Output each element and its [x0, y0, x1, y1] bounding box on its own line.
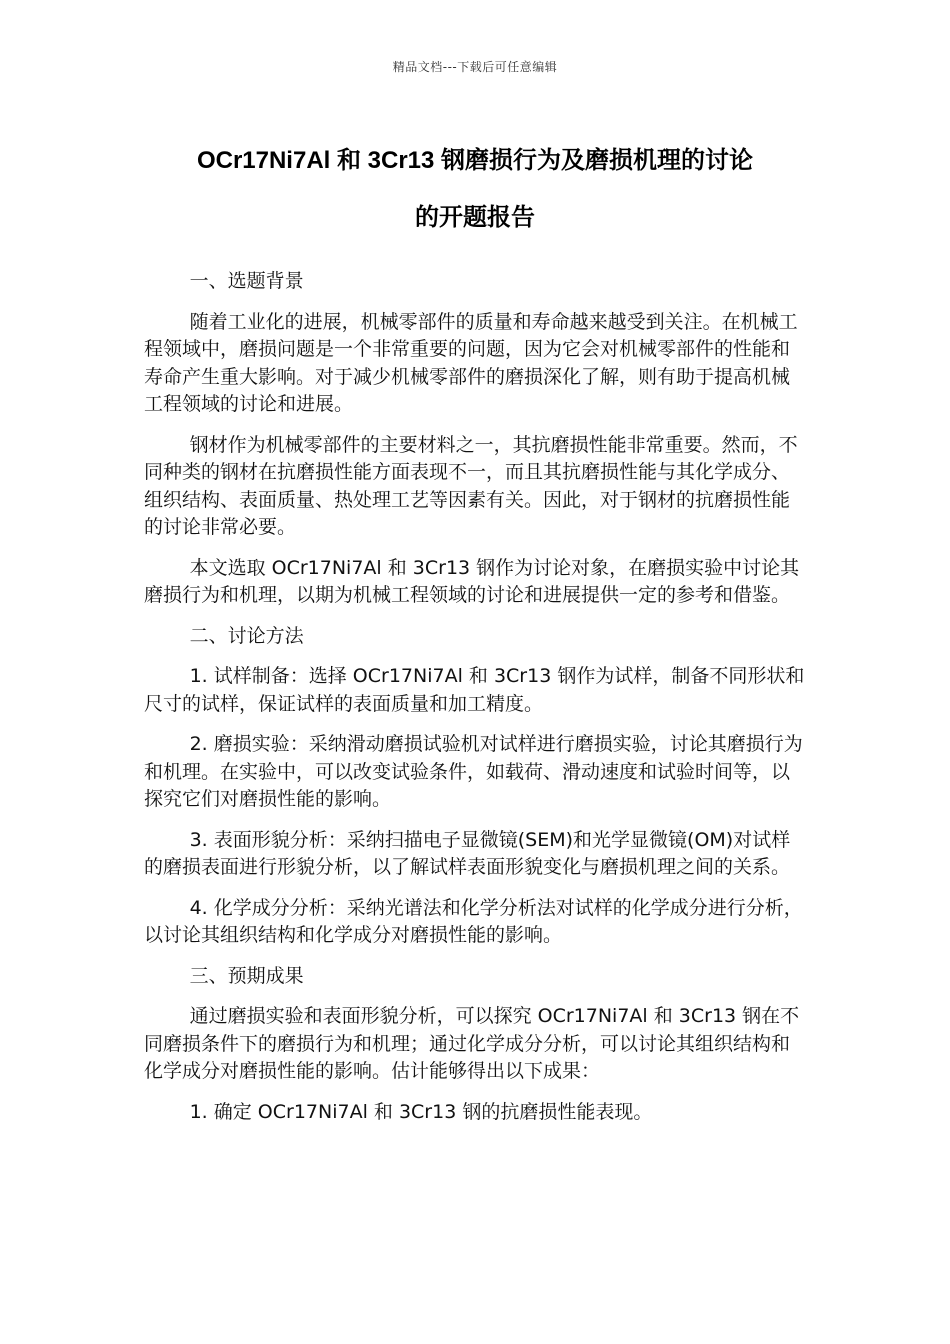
paragraph: 通过磨损实验和表面形貌分析，可以探究 OCr17Ni7Al 和 3Cr13 钢在不同磨损条件下的磨损行为和机理；通过化学成分分析，可以讨论其组织结构和化学成分对磨损性能的影响。估计能够得出以下成果：	[144, 1005, 800, 1082]
list-item: 3. 表面形貌分析：采纳扫描电子显微镜(SEM)和光学显微镜(OM)对试样的磨损表面进行形貌分析，以了解试样表面形貌变化与磨损机理之间的关系。	[144, 828, 791, 878]
paragraph: 随着工业化的进展，机械零部件的质量和寿命越来越受到关注。在机械工程领域中，磨损问题是一个非常重要的问题，因为它会对机械零部件的性能和寿命产生重大影响。对于减少机械零部件的磨损深化了解，则有助于提高机械工程领域的讨论和进展。	[144, 310, 798, 415]
paragraph: 钢材作为机械零部件的主要材料之一，其抗磨损性能非常重要。然而，不同种类的钢材在抗磨损性能方面表现不一，而且其抗磨损性能与其化学成分、组织结构、表面质量、热处理工艺等因素有关。因此，对于钢材的抗磨损性能的讨论非常必要。	[144, 433, 798, 538]
section-heading-background: 一、选题背景	[189, 270, 304, 292]
title-line-2: 的开题报告	[415, 204, 535, 231]
paragraph: 本文选取 OCr17Ni7Al 和 3Cr13 钢作为讨论对象，在磨损实验中讨论其磨损行为和机理，以期为机械工程领域的讨论和进展提供一定的参考和借鉴。	[144, 556, 800, 606]
title-line-1: OCr17Ni7Al 和 3Cr13 钢磨损行为及磨损机理的讨论	[196, 147, 754, 174]
document-body	[144, 268, 806, 1139]
list-item: 1. 确定 OCr17Ni7Al 和 3Cr13 钢的抗磨损性能表现。	[189, 1100, 653, 1123]
list-item: 2. 磨损实验：采纳滑动磨损试验机对试样进行磨损实验，讨论其磨损行为和机理。在实验中，可以改变试验条件，如载荷、滑动速度和试验时间等，以探究它们对磨损性能的影响。	[144, 733, 803, 810]
section-heading-methods: 二、讨论方法	[189, 624, 304, 647]
list-item: 1. 试样制备：选择 OCr17Ni7Al 和 3Cr13 钢作为试样，制备不同形状和尺寸的试样，保证试样的表面质量和加工精度。	[144, 665, 805, 715]
list-item: 4. 化学成分分析：采纳光谱法和化学分析法对试样的化学成分进行分析，以讨论其组织结构和化学成分对磨损性能的影响。	[144, 896, 803, 946]
page-header: 精品文档---下载后可任意编辑	[392, 60, 558, 74]
document-title	[120, 132, 830, 246]
section-heading-expected-results: 三、预期成果	[189, 964, 304, 987]
